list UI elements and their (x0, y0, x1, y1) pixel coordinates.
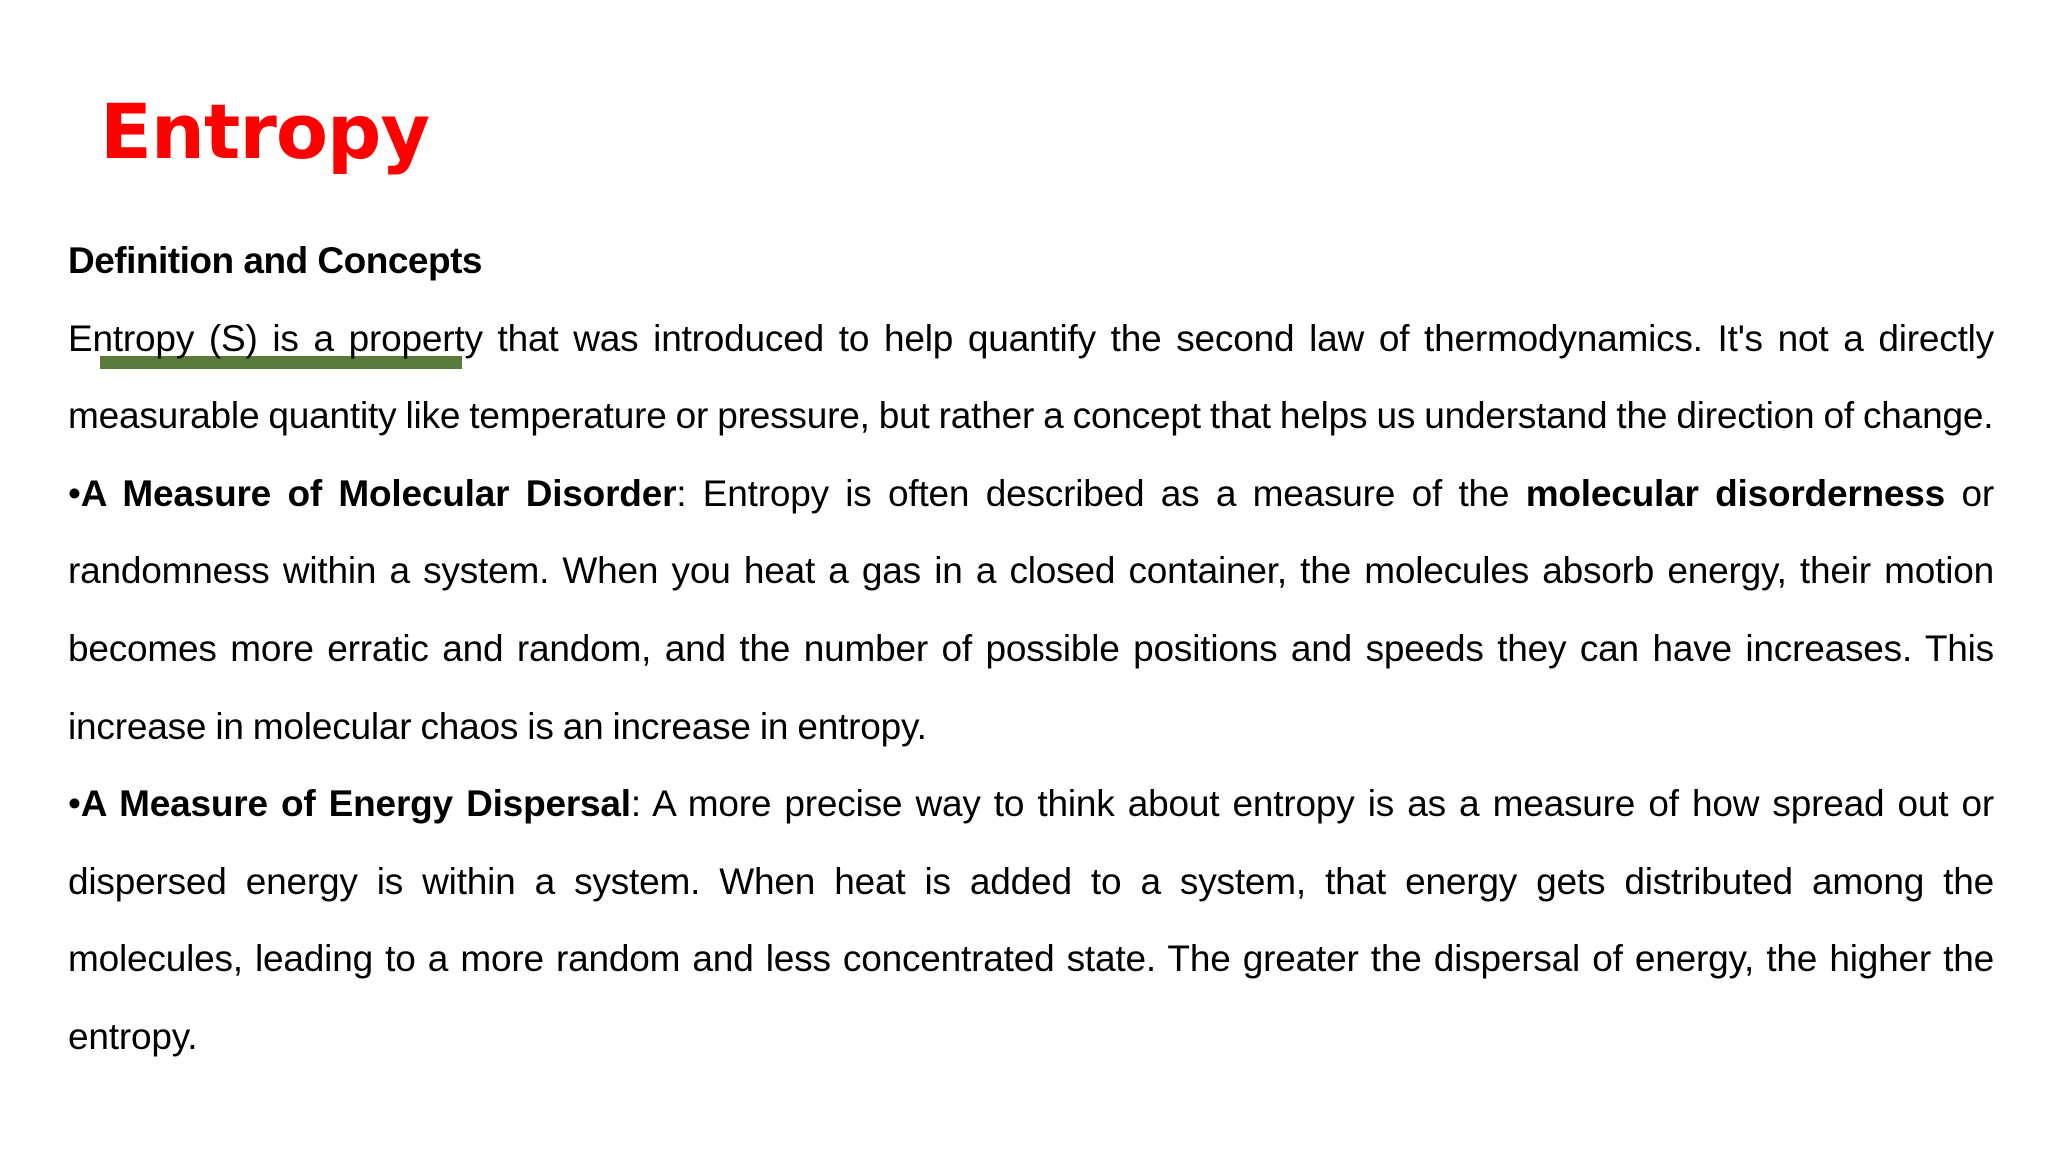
bullet-separator: : (630, 783, 641, 825)
bullet-marker: • (68, 472, 81, 514)
section-heading: Definition and Concepts (68, 240, 482, 281)
bullet-energy-dispersal (68, 765, 1994, 1075)
bullet-text-after: or randomness within a system. When you heat a gas in a closed container, the molecules absorb energy, their motion becomes more erratic and random, and the number of possible positions and speeds they can have increases. This increase in molecular chaos is an increase in entropy. (68, 472, 1994, 747)
slide-content (68, 222, 1994, 1076)
bullet-emphasis: molecular disorderness (1525, 472, 1946, 514)
bullet-separator: : (676, 472, 687, 514)
slide-title: Entropy (100, 87, 429, 176)
bullet-marker: • (68, 783, 81, 825)
bullet-term: A Measure of Energy Dispersal (80, 783, 631, 825)
bullet-term: A Measure of Molecular Disorder (80, 472, 677, 514)
bullet-molecular-disorder (68, 455, 1994, 765)
intro-paragraph: Entropy (S) is a property that was introduced to help quantify the second law of thermodynamics. It's not a directly measurable quantity like temperature or pressure, but rather a concept that helps us understand the direction of change. (68, 317, 1994, 437)
bullet-text-before: Entropy is often described as a measure of the (686, 472, 1526, 514)
bullet-text: A more precise way to think about entropy is as a measure of how spread out or dispersed energy is within a system. When heat is added to a system, that energy gets distributed among the molecules, leading to a more random and less concentrated state. The greater the dispersal of energy, the higher the entropy. (68, 783, 1995, 1057)
